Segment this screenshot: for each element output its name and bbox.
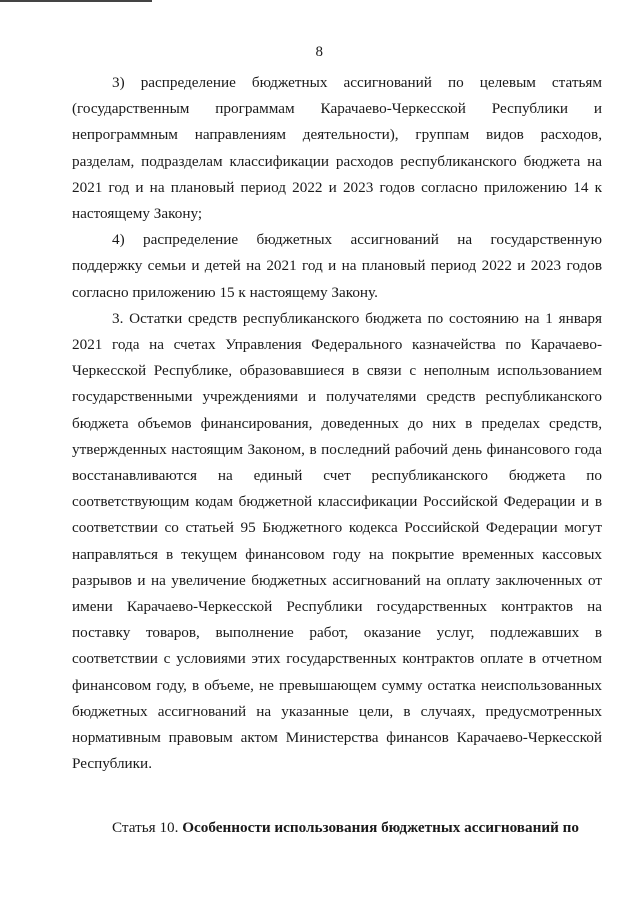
page-number: 8 <box>315 44 324 60</box>
document-body <box>72 70 602 842</box>
article-title: Особенности использования бюджетных ассигнований по <box>182 819 579 837</box>
paragraph-item-4: 4) распределение бюджетных ассигнований на государственную поддержку семьи и детей на 2021 год и на плановый период 2022 и 2023 годов согласно приложению 15 к настоящему Закону. <box>72 231 602 301</box>
scan-corner-line <box>0 0 152 2</box>
paragraph-item-3: 3) распределение бюджетных ассигнований по целевым статьям (государственным программам Карачаево-Черкесской Республики и непрограммным направлениям деятельности), группам видов расходов, разделам, подразделам классификации расходов республиканского бюджета на 2021 год и на плановый период 2022 и 2023 годов согласно приложению 14 к настоящему Закону; <box>72 74 602 223</box>
article-heading <box>72 815 602 841</box>
paragraph-section-3: 3. Остатки средств республиканского бюджета по состоянию на 1 января 2021 года на счетах Управления Федерального казначейства по Карачаево-Черкесской Республике, образовавшиеся в связи с неполным использованием государственными учреждениями и получателями средств республиканского бюджета объемов финансирования, доведенных до них в пределах средств, утвержденных настоящим Законом, в последний рабочий день финансового года восстанавливаются на единый счет республиканского бюджета по соответствующим кодам бюджетной классификации Российской Федерации и в соответствии со статьей 95 Бюджетного кодекса Российской Федерации могут направляться в текущем финансовом году на покрытие временных кассовых разрывов и на увеличение бюджетных ассигнований на оплату заключенных от имени Карачаево-Черкесской Республики государственных контрактов на поставку товаров, выполнение работ, оказание услуг, подлежавших в соответствии с условиями этих государственных контрактов оплате в отчетном финансовом году, в объеме, не превышающем сумму остатка неиспользованных бюджетных ассигнований на указанные цели, в случаях, предусмотренных нормативным правовым актом Министерства финансов Карачаево-Черкесской Республики. <box>72 309 602 773</box>
article-label: Статья 10. <box>112 819 179 837</box>
